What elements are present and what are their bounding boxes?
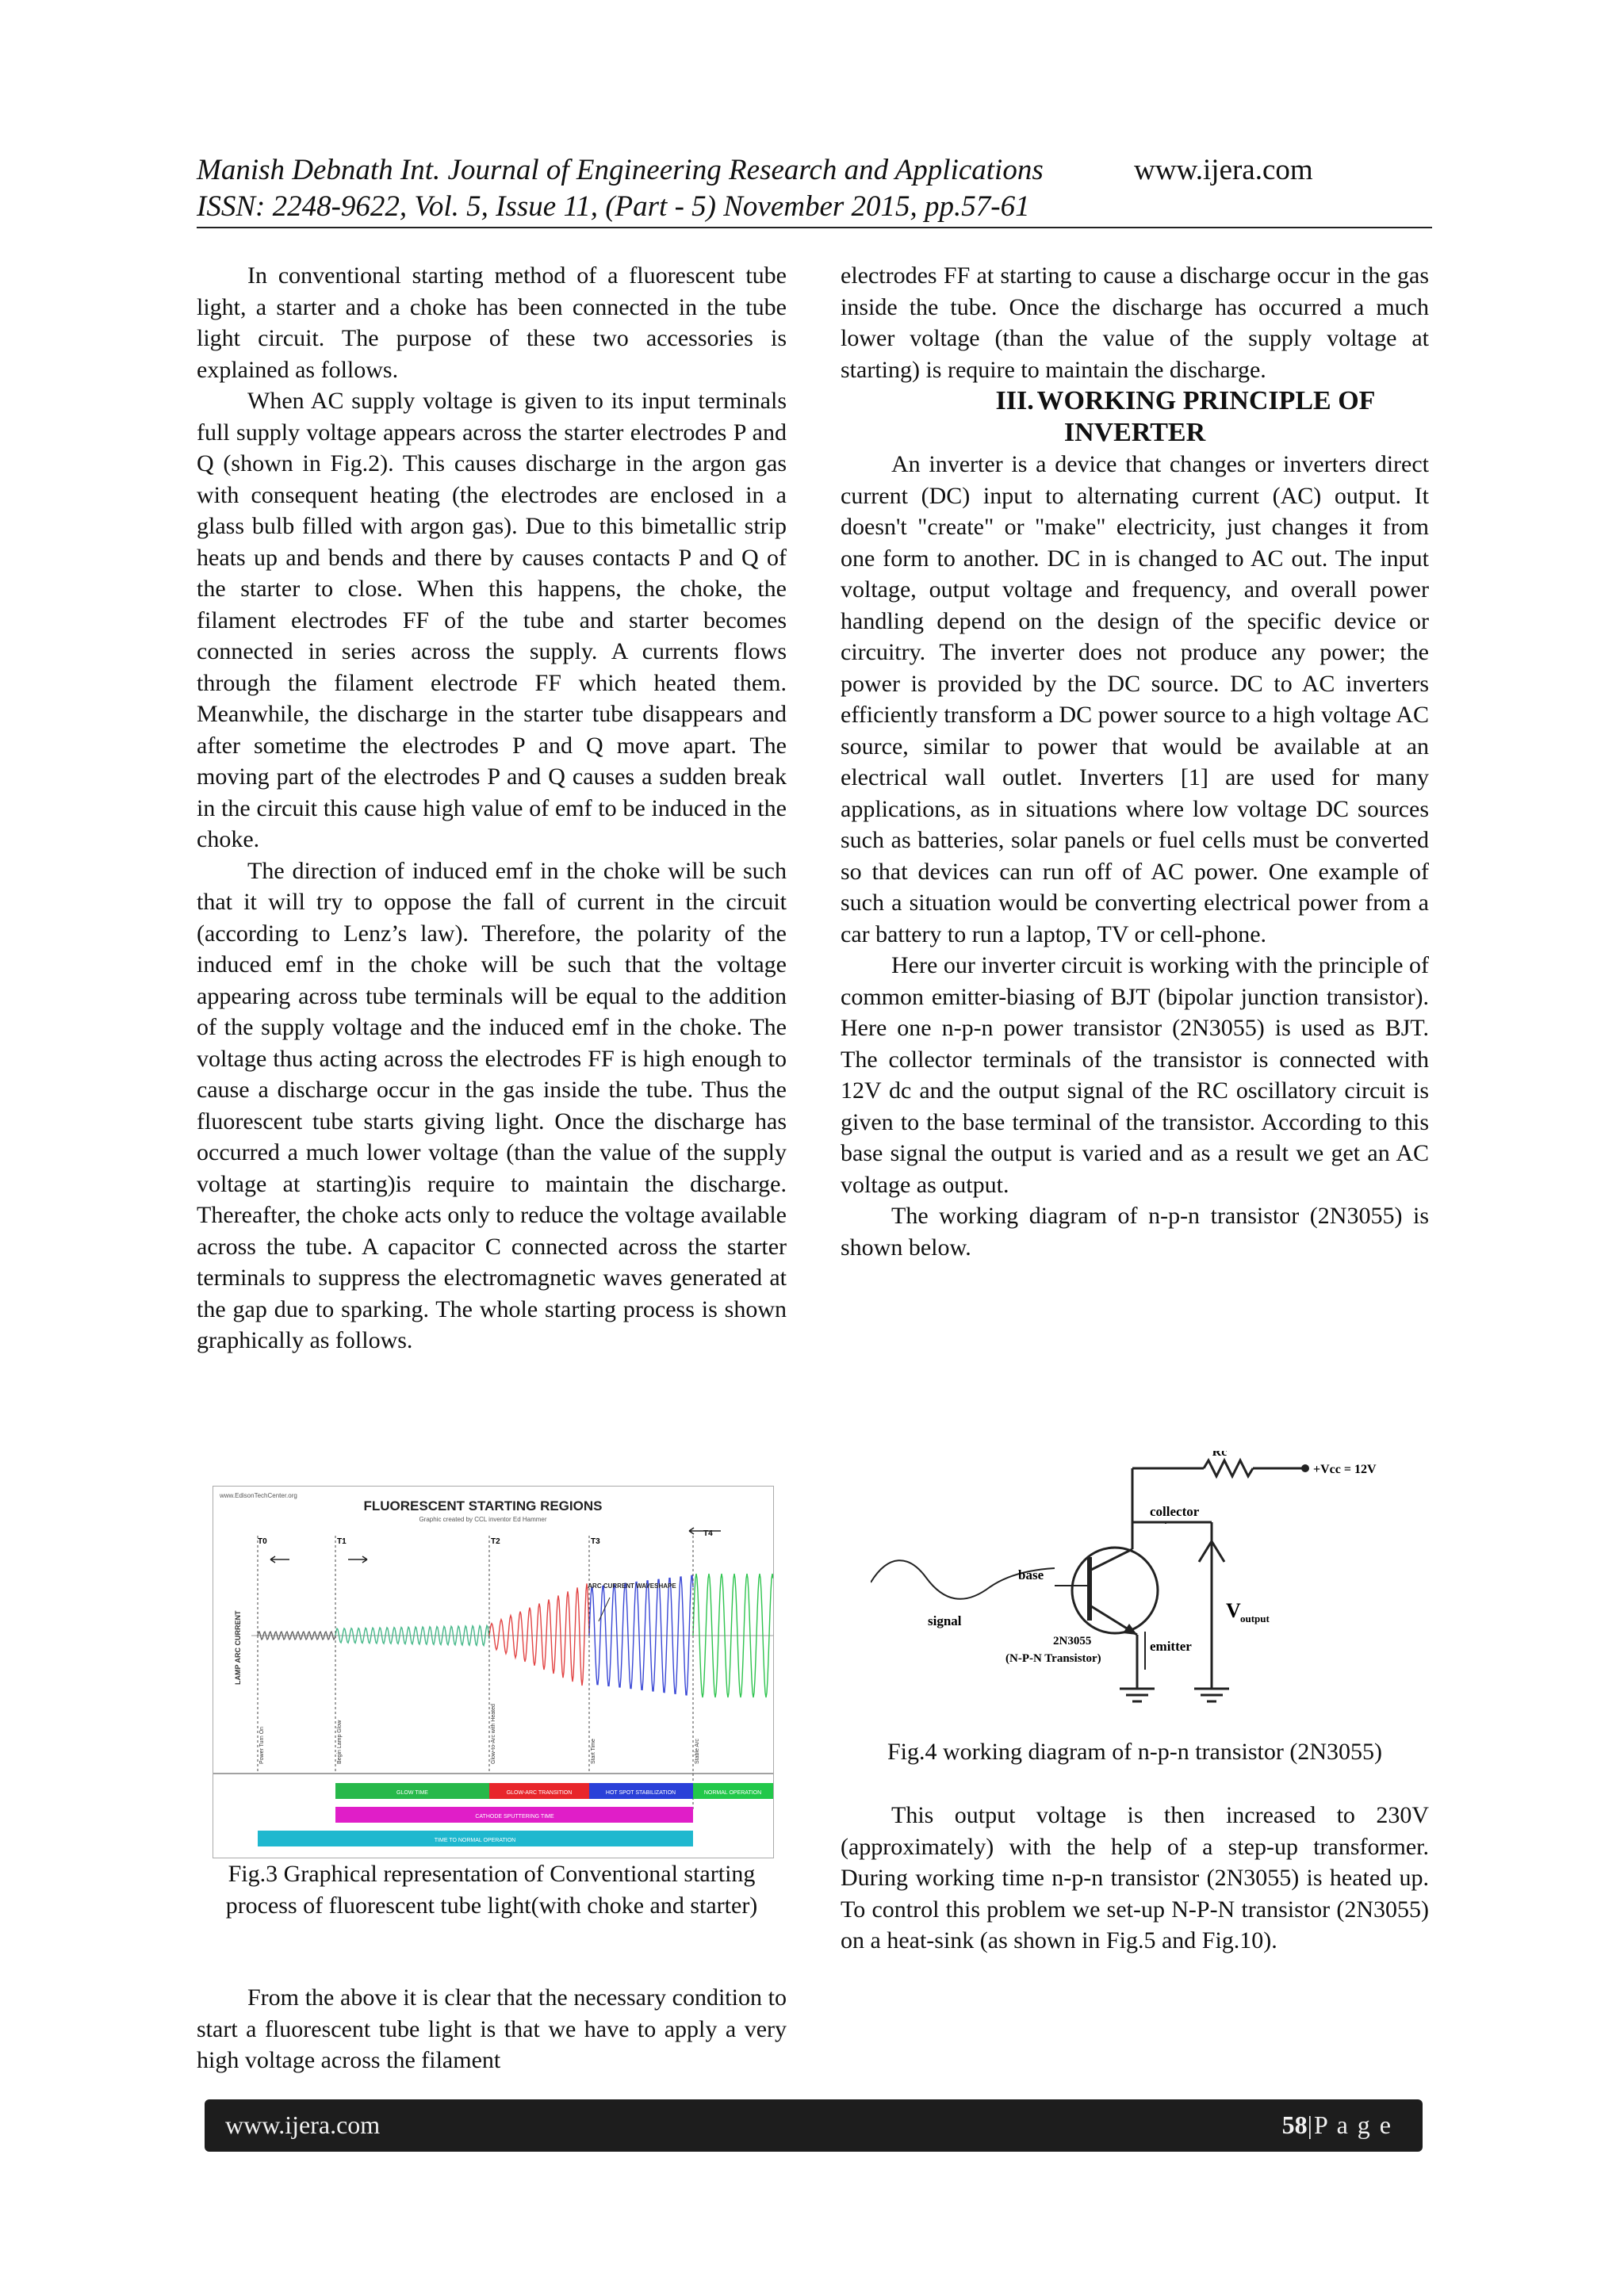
bar-hot-spot-label: HOT SPOT STABILIZATION — [605, 1790, 676, 1796]
ground-icon-output — [1194, 1689, 1229, 1701]
right-column — [841, 260, 1429, 1263]
vout-sub-label: output — [1240, 1613, 1270, 1624]
fig3-subtitle: Graphic created by CCL inventor Ed Hammer — [419, 1516, 547, 1523]
vlabel-power-on: Power Turn On — [259, 1726, 265, 1764]
fig3-title: FLUORESCENT STARTING REGIONS — [363, 1498, 603, 1513]
left-paragraph-3: The direction of induced emf in the choke will be such that it will try to oppose the fall of current in the circuit (according to Lenz’s law). Therefore, the polarity of the induced emf in the choke will be such that the voltage appearing across tube terminals will be equal to the addition of the supply voltage and the induced emf in the choke. The voltage thus acting across the electrodes FF is high enough to cause a discharge occur in the gas inside the tube. Thus the fluorescent tube starts giving light. Once the discharge has occurred a much lower voltage (than the value of the supply voltage at starting)is require to maintain the discharge. Thereafter, the choke acts only to reduce the voltage available across the tube. A capacitor C connected across the starter terminals to suppress the electromagnetic waves generated at the gap due to sparking. The whole starting process is shown graphically as follows. — [197, 857, 787, 1353]
vlabel-stable-arc: Stable Arc — [695, 1739, 700, 1764]
bar-glow-arc-label: GLOW-ARC TRANSITION — [506, 1790, 573, 1796]
emitter-label: emitter — [1150, 1639, 1192, 1654]
fig4-diagram — [871, 1451, 1426, 1736]
page-footer — [205, 2099, 1423, 2152]
journal-issn: ISSN: 2248-9622, Vol. 5, Issue 11, (Part - 5) November 2015, pp.57-61 — [197, 190, 1030, 223]
fig3-bars — [258, 1783, 773, 1846]
fig3-vertical-labels — [259, 1704, 700, 1764]
right-paragraph-0: electrodes FF at starting to cause a discharge occur in the gas inside the tube. Once the discharge has occurred a much lower voltage (than the value of the supply voltage at starting) is require to maintain the discharge. — [841, 262, 1429, 383]
collector-label: collector — [1150, 1504, 1200, 1519]
section-title: WORKING PRINCIPLE OF INVERTER — [1036, 386, 1376, 447]
rc-label: Rc — [1212, 1451, 1228, 1459]
fig3-svg — [213, 1487, 773, 1858]
header-rule — [197, 227, 1432, 228]
right-lower-column — [841, 1800, 1429, 1957]
glow-wave-gray — [258, 1632, 335, 1640]
bar-glow-time-label: GLOW TIME — [396, 1790, 428, 1796]
fig3-caption: Fig.3 Graphical representation of Conventional starting process of fluorescent tube light(with choke and starter) — [225, 1861, 758, 1919]
left-lower-column — [197, 1982, 787, 2076]
bar-normal-op-label: NORMAL OPERATION — [703, 1790, 762, 1796]
journal-title: Manish Debnath Int. Journal of Engineering Research and Applications — [197, 154, 1044, 186]
resistor-rc — [1204, 1460, 1253, 1476]
ground-icon-emitter — [1120, 1689, 1155, 1701]
right-paragraph-1: An inverter is a device that changes or inverters direct current (DC) input to alternating current (AC) output. It doesn't "create" or "make" electricity, just changes it from one form to another. DC in is changed to AC out. The input voltage, output voltage and frequency, and overall power handling depend on the design of the specific device or circuitry. The inverter does not produce any power; the power is provided by the DC source. DC to AC inverters efficiently transform a DC power source to a high voltage AC source, similar to power that would be available at an electrical wall outlet. Inverters [1] are used for many applications, as in situations where low voltage DC sources such as batteries, solar panels or fuel cells must be converted so that devices can run off of AC power. One example of such a situation would be converting electrical power from a car battery to run a laptop, TV or cell-phone. — [841, 451, 1429, 947]
fig3-ylabel: LAMP ARC CURRENT — [234, 1610, 242, 1685]
t4-label: T4 — [703, 1529, 713, 1538]
t2-label: T2 — [491, 1537, 500, 1546]
fig4-caption: Fig.4 working diagram of n-p-n transistor (2N3055) — [887, 1739, 1383, 1765]
fig3-chart — [213, 1486, 774, 1858]
fig3-watermark: www.EdisonTechCenter.org — [220, 1492, 297, 1499]
part-label: 2N3055 — [1053, 1635, 1092, 1647]
base-label: base — [1018, 1567, 1044, 1582]
footer-page — [1282, 2110, 1392, 2140]
vcc-label: +Vcc = 12V — [1313, 1463, 1377, 1476]
page-number: 58 — [1281, 2110, 1308, 2139]
vlabel-glow-to-arc: Glow-to-Arc with Heated — [491, 1704, 496, 1764]
left-paragraph-4: From the above it is clear that the necessary condition to start a fluorescent tube light is that we have to apply a very high voltage across the filament — [197, 1984, 787, 2073]
vlabel-start-time: Start Time — [591, 1739, 596, 1764]
right-paragraph-4: This output voltage is then increased to 230V (approximately) with the help of a step-up transformer. During working time n-p-n transistor (2N3055) is heated up. To control this problem we set-up N-P-N transistor (2N3055) on a heat-sink (as shown in Fig.5 and Fig.10). — [841, 1802, 1429, 1954]
journal-header — [197, 152, 1044, 225]
right-paragraph-3: The working diagram of n-p-n transistor (2N3055) is shown below. — [841, 1203, 1429, 1261]
bar-time-normal-label: TIME TO NORMAL OPERATION — [434, 1838, 516, 1843]
t0-label: T0 — [258, 1537, 267, 1546]
t3-label: T3 — [591, 1537, 600, 1546]
fig4-svg — [871, 1451, 1426, 1736]
fig3-annotation: ARC CURRENT WAVESHAPE — [588, 1582, 676, 1590]
part-desc-label: (N-P-N Transistor) — [1005, 1652, 1101, 1665]
bar-cathode-label: CATHODE SPUTTERING TIME — [475, 1814, 554, 1820]
vcc-node — [1301, 1464, 1309, 1472]
t1-label: T1 — [337, 1537, 347, 1546]
left-paragraph-2: When AC supply voltage is given to its input terminals full supply voltage appears across the starter electrodes P and Q (shown in Fig.2). This causes discharge in the argon gas with consequent heating (the electrodes are enclosed in a glass bulb filled with argon gas). Due to this bimetallic strip heats up and bends and there by causes contacts P and Q of the starter to close. When this happens, the choke, the filament electrodes FF of the tube and starter becomes connected in series across the supply. A currents flows through the filament electrode FF which heated them. Meanwhile, the discharge in the starter tube disappears and after sometime the electrodes P and Q move apart. The moving part of the electrodes P and Q causes a sudden break in the circuit this cause high value of emf to be induced in the choke. — [197, 388, 787, 852]
arc-wave-red — [489, 1583, 589, 1686]
page-label: |P a g e — [1307, 2110, 1392, 2139]
section-heading — [841, 385, 1429, 449]
section-number: III. — [995, 386, 1034, 415]
vout-label: V — [1226, 1599, 1241, 1622]
arrow-left-icon — [270, 1556, 289, 1563]
footer-url[interactable]: www.ijera.com — [225, 2110, 381, 2139]
right-paragraph-2: Here our inverter circuit is working with the principle of common emitter-biasing of BJT (bipolar junction transistor). Here one n-p-n power transistor (2N3055) is used as BJT. The collector terminals of the transistor is connected with 12V dc and the output signal of the RC oscillatory circuit is given to the base terminal of the transistor. According to this base signal the output is varied and as a result we get an AC voltage as output. — [841, 952, 1429, 1198]
header-url[interactable]: www.ijera.com — [1134, 154, 1313, 186]
left-paragraph-1: In conventional starting method of a fluorescent tube light, a starter and a choke has been connected in the tube light circuit. The purpose of these two accessories is explained as follows. — [197, 262, 787, 383]
signal-label: signal — [928, 1613, 962, 1628]
arrow-right-icon — [348, 1556, 367, 1563]
left-column — [197, 260, 787, 1357]
vlabel-begin-glow: Begin Lamp Glow — [337, 1720, 343, 1764]
